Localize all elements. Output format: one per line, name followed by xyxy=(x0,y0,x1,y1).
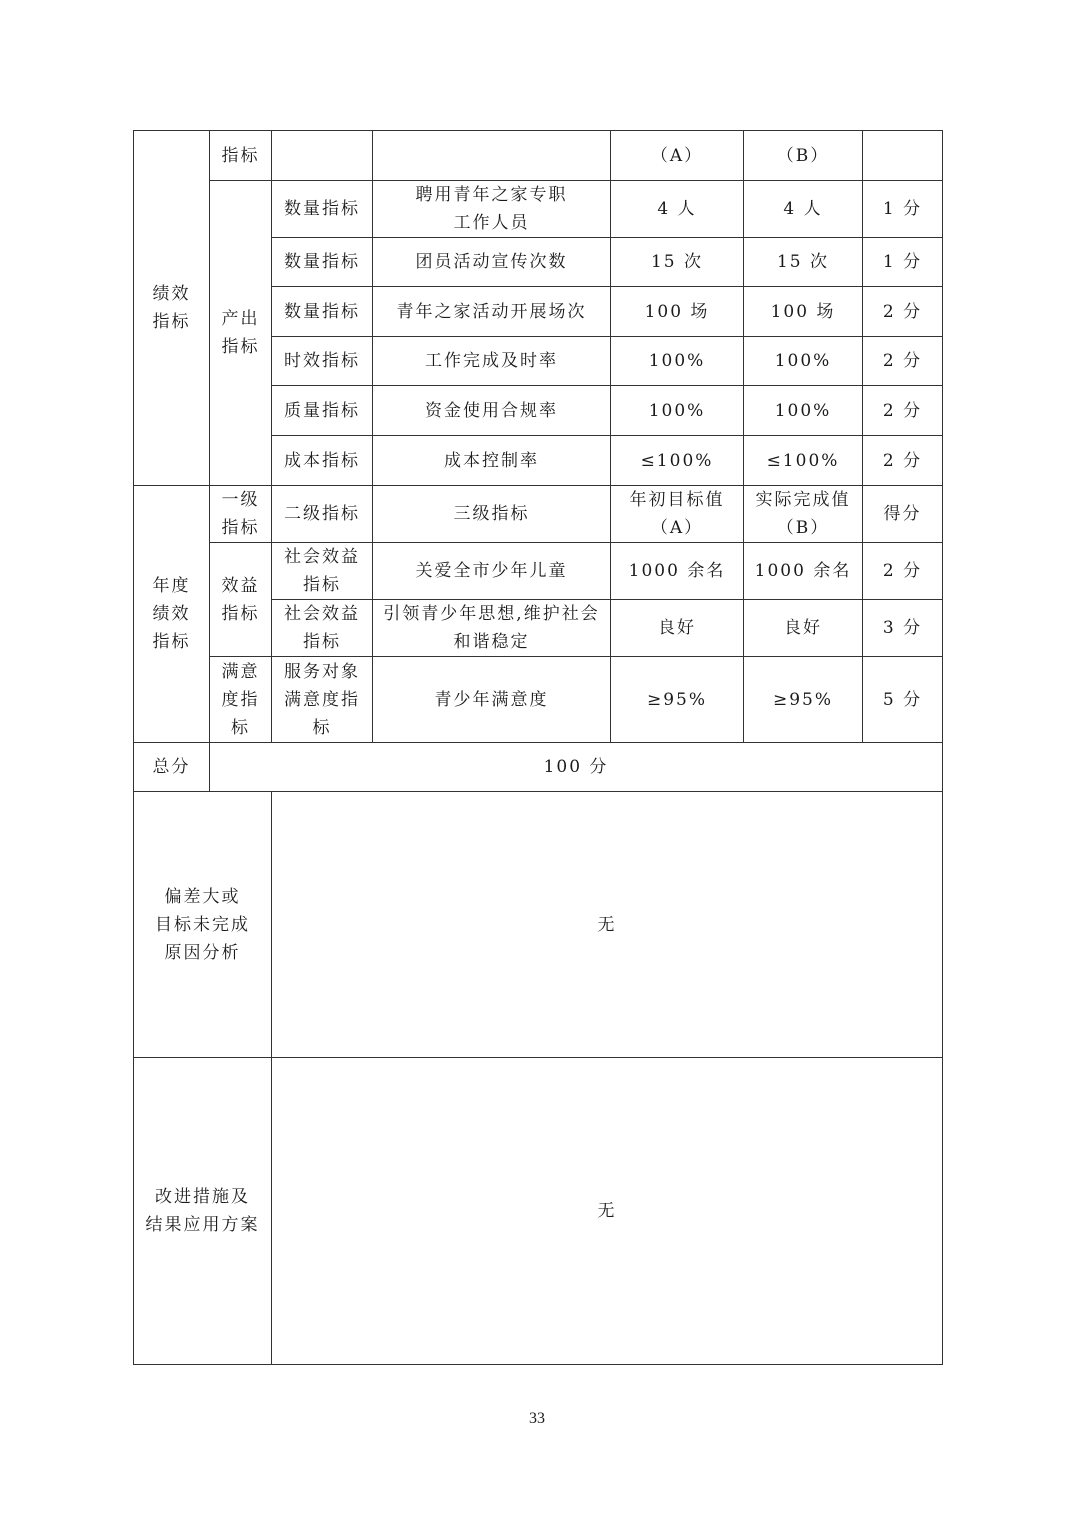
cell-perf-indicator-label xyxy=(134,131,210,486)
target-value: 1000 余名 xyxy=(628,561,726,581)
header-level3: 三级指标 xyxy=(453,504,530,524)
cell-item xyxy=(373,543,611,600)
indicator-type: 成本指标 xyxy=(284,450,360,471)
score-value: 2 分 xyxy=(882,561,923,581)
cell-score xyxy=(863,181,943,238)
cell-type xyxy=(272,181,373,238)
cell-score xyxy=(863,600,943,657)
cell-score xyxy=(863,337,943,386)
cell-improvement-label xyxy=(134,1058,272,1365)
cell-improvement-value xyxy=(272,1058,943,1365)
table-row xyxy=(134,543,943,600)
actual-value: 100% xyxy=(774,351,832,371)
actual-value: 良好 xyxy=(784,618,822,638)
indicator-item: 工作完成及时率 xyxy=(425,351,558,371)
table-header-row xyxy=(134,486,943,543)
cell-actual xyxy=(744,337,863,386)
a-label: （A） xyxy=(650,145,704,166)
cell-header-target xyxy=(611,486,744,543)
target-value: 4 人 xyxy=(657,199,697,219)
indicator-type: 服务对象 满意度指 标 xyxy=(284,661,360,738)
table-row xyxy=(134,181,943,238)
output-group-label: 产出 指标 xyxy=(221,309,260,357)
target-value: 15 次 xyxy=(650,252,704,272)
target-value: 100 场 xyxy=(644,301,710,322)
table-row xyxy=(134,657,943,743)
actual-value: ≤100% xyxy=(766,450,840,471)
cell-score xyxy=(863,436,943,486)
indicator-type: 数量指标 xyxy=(284,252,360,272)
actual-value: 15 次 xyxy=(776,252,830,272)
cell-actual xyxy=(744,181,863,238)
actual-value: 4 人 xyxy=(783,199,823,219)
cell-total-label xyxy=(134,743,210,792)
cell-header-score xyxy=(863,486,943,543)
cell-item xyxy=(373,600,611,657)
header-target: 年初目标值 （A） xyxy=(629,490,725,538)
cell-target xyxy=(611,436,744,486)
indicator-item: 青少年满意度 xyxy=(434,689,549,710)
improvement-label: 改进措施及 结果应用方案 xyxy=(145,1187,260,1235)
header-level2: 二级指标 xyxy=(284,504,360,524)
indicator-item: 引领青少年思想,维护社会 和谐稳定 xyxy=(383,604,600,652)
cell-header-actual xyxy=(744,486,863,543)
cell-item xyxy=(373,238,611,287)
score-value: 2 分 xyxy=(882,301,923,322)
indicator-type: 时效指标 xyxy=(284,351,360,371)
benefit-group-label: 效益 指标 xyxy=(221,575,260,624)
cell-satisfaction-group xyxy=(210,657,272,743)
actual-value: 100 场 xyxy=(770,301,836,322)
cell-empty xyxy=(863,131,943,181)
cell-item xyxy=(373,657,611,743)
cell-item xyxy=(373,436,611,486)
cell-benefit-group xyxy=(210,543,272,657)
cell-target xyxy=(611,287,744,337)
improvement-row xyxy=(134,1058,943,1365)
total-label: 总分 xyxy=(152,757,191,777)
cell-type xyxy=(272,337,373,386)
cell-item xyxy=(373,287,611,337)
cell-target xyxy=(611,238,744,287)
cell-header-level3 xyxy=(373,486,611,543)
indicator-type: 数量指标 xyxy=(284,301,360,322)
cell-target xyxy=(611,600,744,657)
cell-target xyxy=(611,337,744,386)
cell-type xyxy=(272,287,373,337)
cell-a-label xyxy=(611,131,744,181)
cell-type xyxy=(272,657,373,743)
satisfaction-group-label: 满意 度指 标 xyxy=(221,661,260,738)
cell-actual xyxy=(744,287,863,337)
cell-target xyxy=(611,657,744,743)
header-level1: 一级 指标 xyxy=(221,490,260,538)
cell-type xyxy=(272,600,373,657)
cell-deviation-label xyxy=(134,792,272,1058)
score-value: 1 分 xyxy=(882,252,923,272)
header-actual: 实际完成值 （B） xyxy=(755,490,851,538)
cell-indicator-label xyxy=(210,131,272,181)
cell-type xyxy=(272,436,373,486)
cell-header-level1 xyxy=(210,486,272,543)
cell-type xyxy=(272,543,373,600)
score-value: 3 分 xyxy=(882,618,923,638)
indicator-type: 数量指标 xyxy=(284,199,360,219)
total-row xyxy=(134,743,943,792)
target-value: ≤100% xyxy=(640,450,714,471)
annual-perf-label: 年度 绩效 指标 xyxy=(152,576,191,652)
cell-score xyxy=(863,287,943,337)
cell-b-label xyxy=(744,131,863,181)
cell-actual xyxy=(744,238,863,287)
score-value: 1 分 xyxy=(882,199,923,219)
cell-score xyxy=(863,657,943,743)
cell-target xyxy=(611,181,744,238)
cell-actual xyxy=(744,386,863,436)
cell-score xyxy=(863,386,943,436)
target-value: 100% xyxy=(648,400,706,421)
total-value: 100 分 xyxy=(543,757,609,777)
cell-actual xyxy=(744,543,863,600)
performance-table xyxy=(133,130,943,1365)
deviation-value: 无 xyxy=(597,914,617,935)
actual-value: 100% xyxy=(774,400,832,421)
indicator-item: 团员活动宣传次数 xyxy=(415,252,568,272)
indicator-item: 聘用青年之家专职 工作人员 xyxy=(415,185,568,233)
deviation-label: 偏差大或 目标未完成 原因分析 xyxy=(155,886,250,963)
cell-score xyxy=(863,238,943,287)
perf-indicator-label: 绩效 指标 xyxy=(152,284,191,332)
cell-empty xyxy=(272,131,373,181)
cell-actual xyxy=(744,657,863,743)
page-number: 33 xyxy=(529,1410,545,1427)
performance-table-page xyxy=(133,130,943,1365)
score-value: 2 分 xyxy=(882,400,923,421)
indicator-item: 关爱全市少年儿童 xyxy=(415,561,568,581)
score-value: 2 分 xyxy=(882,450,923,471)
cell-output-group xyxy=(210,181,272,486)
cell-total-value xyxy=(210,743,943,792)
cell-actual xyxy=(744,600,863,657)
cell-type xyxy=(272,386,373,436)
target-value: ≥95% xyxy=(646,689,708,710)
cell-target xyxy=(611,543,744,600)
actual-value: 1000 余名 xyxy=(754,561,852,581)
indicator-label: 指标 xyxy=(221,145,260,166)
header-score: 得分 xyxy=(883,504,922,524)
actual-value: ≥95% xyxy=(772,689,834,710)
indicator-item: 资金使用合规率 xyxy=(425,400,558,421)
cell-empty xyxy=(373,131,611,181)
cell-item xyxy=(373,337,611,386)
target-value: 100% xyxy=(648,351,706,371)
target-value: 良好 xyxy=(658,618,696,638)
cell-annual-label xyxy=(134,486,210,743)
cell-actual xyxy=(744,436,863,486)
cell-deviation-value xyxy=(272,792,943,1058)
b-label: （B） xyxy=(776,145,830,166)
cell-type xyxy=(272,238,373,287)
deviation-row xyxy=(134,792,943,1058)
indicator-item: 青年之家活动开展场次 xyxy=(396,301,587,322)
cell-item xyxy=(373,181,611,238)
cell-header-level2 xyxy=(272,486,373,543)
indicator-type: 社会效益 指标 xyxy=(284,604,360,652)
score-value: 5 分 xyxy=(882,689,923,710)
indicator-item: 成本控制率 xyxy=(444,450,539,471)
cell-target xyxy=(611,386,744,436)
improvement-value: 无 xyxy=(597,1201,617,1221)
cell-item xyxy=(373,386,611,436)
cell-score xyxy=(863,543,943,600)
indicator-type: 质量指标 xyxy=(284,400,360,421)
score-value: 2 分 xyxy=(882,351,923,371)
indicator-type: 社会效益 指标 xyxy=(284,547,360,595)
